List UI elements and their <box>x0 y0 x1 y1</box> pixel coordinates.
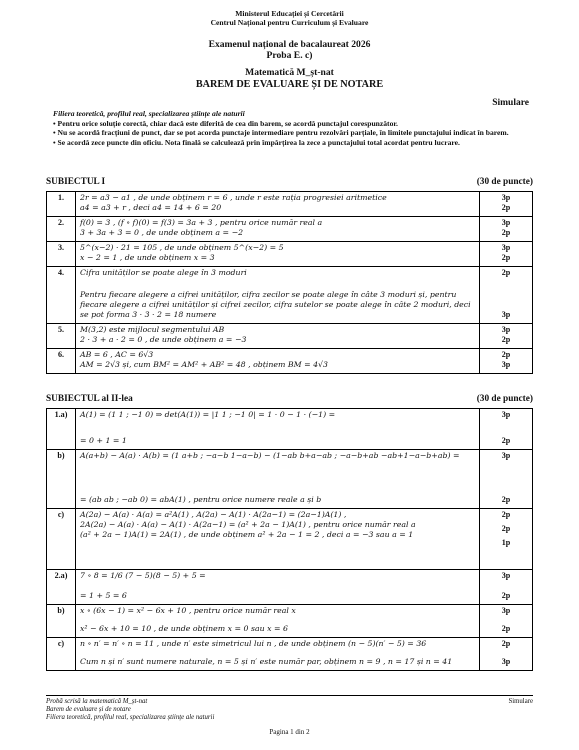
points-value: 3p <box>501 218 511 227</box>
solution-line: AB = 6 , AC = 6√3 <box>80 350 154 359</box>
grading-notes <box>53 109 529 147</box>
points-value: 3p <box>501 606 511 615</box>
points-value: 2p <box>501 268 511 277</box>
table-row <box>47 450 533 509</box>
solution-line: x² − 6x + 10 = 10 , de unde obținem x = 0 sau x = 6 <box>80 624 288 633</box>
exam-title: Examenul național de bacalaureat 2026 <box>208 39 371 50</box>
item-number: 4. <box>47 267 76 324</box>
solution-line: Pentru fiecare alegere a cifrei unităților, cifra zecilor se poate alege în câte 3 moduri și, pentru fiecare alegere a cifrei unităților și cifrei zecilor, cifra sutelor se poate alege în câte 2 moduri, deci se pot forma 3 · 3 · 2 = 18 numere <box>80 290 471 319</box>
item-number: 5. <box>47 324 76 349</box>
points-value: 2p <box>501 495 511 504</box>
center-name: Centrul Național pentru Curriculum și Evaluare <box>210 18 369 27</box>
page-number: Pagina 1 din 2 <box>269 728 310 736</box>
solution-cell <box>76 638 480 671</box>
solution-line: x − 2 = 1 , de unde obținem x = 3 <box>80 253 215 262</box>
solution-line: = (ab ab ; −ab 0) = abA(1) , pentru orice numere reale a și b <box>80 495 322 504</box>
solution-cell <box>76 605 480 638</box>
item-number: 2. <box>47 217 76 242</box>
points-value: 2p <box>501 624 511 633</box>
table-row <box>47 349 533 374</box>
solution-line: 2 · 3 + a · 2 = 0 , de unde obținem a = −3 <box>80 335 247 344</box>
section-2-heading <box>46 394 533 404</box>
solution-cell <box>76 324 480 349</box>
title-block <box>0 39 579 91</box>
ministry-name: Ministerul Educației și Cercetării <box>235 9 344 18</box>
points-value: 3p <box>501 657 511 666</box>
points-cell <box>480 509 533 570</box>
points-cell <box>480 242 533 267</box>
section-title: SUBIECTUL I <box>46 177 106 187</box>
item-number: 3. <box>47 242 76 267</box>
note-item: • Pentru orice soluție corectă, chiar dacă este diferită de cea din barem, se acordă punctajul corespunzător. <box>53 118 398 128</box>
table-row <box>47 217 533 242</box>
solution-line: f(0) = 3 , (f ∘ f)(0) = f(3) = 3a + 3 , pentru orice număr real a <box>80 218 323 227</box>
points-cell <box>480 217 533 242</box>
points-value: 2p <box>501 350 511 359</box>
solution-cell <box>76 409 480 450</box>
solution-line: 2r = a3 − a1 , de unde obținem r = 6 , unde r este rația progresiei aritmetice <box>80 193 387 202</box>
table-row <box>47 192 533 217</box>
table-row <box>47 267 533 324</box>
points-value: 2p <box>501 639 511 648</box>
proba-title: Proba E. c) <box>266 50 313 61</box>
section-points: (30 de puncte) <box>476 177 533 187</box>
points-value: 2p <box>501 524 511 533</box>
solution-line: 3 + 3a + 3 = 0 , de unde obținem a = −2 <box>80 228 244 237</box>
section-1-heading <box>46 177 533 187</box>
filiera-note: Filiera teoretică, profilul real, specializarea științe ale naturii <box>53 109 245 118</box>
item-number: 6. <box>47 349 76 374</box>
section-points: (30 de puncte) <box>476 394 533 404</box>
footer-line: Barem de evaluare și de notare <box>46 706 131 714</box>
points-value: 3p <box>501 451 511 460</box>
points-value: 3p <box>501 310 511 319</box>
simulare-label: Simulare <box>492 98 529 108</box>
solution-cell <box>76 509 480 570</box>
footer-line: Filiera teoretică, profilul real, specializarea științe ale naturii <box>46 714 215 722</box>
points-value: 2p <box>501 436 511 445</box>
solution-line: Cifra unităților se poate alege în 3 moduri <box>80 268 247 277</box>
solution-cell <box>76 192 480 217</box>
solution-cell <box>76 450 480 509</box>
item-number: b) <box>47 605 76 638</box>
subject-title: Matematică M_șt-nat <box>245 67 334 78</box>
barem-title: BAREM DE EVALUARE ȘI DE NOTARE <box>195 79 384 90</box>
table-row <box>47 570 533 605</box>
points-cell <box>480 638 533 671</box>
points-cell <box>480 267 533 324</box>
points-cell <box>480 349 533 374</box>
points-cell <box>480 324 533 349</box>
footer <box>46 695 533 723</box>
points-cell <box>480 570 533 605</box>
section-2-table <box>46 408 533 671</box>
solution-cell <box>76 267 480 324</box>
solution-line: 7 ∘ 8 = 1/6 (7 − 5)(8 − 5) + 5 = <box>80 571 206 580</box>
points-value: 2p <box>501 335 511 344</box>
points-value: 3p <box>501 243 511 252</box>
solution-line: AM = 2√3 și, cum BM² = AM² + AB² = 48 , obținem BM = 4√3 <box>80 360 328 369</box>
table-row <box>47 242 533 267</box>
points-value: 2p <box>501 203 511 212</box>
item-number: c) <box>47 509 76 570</box>
table-row <box>47 409 533 450</box>
points-cell <box>480 605 533 638</box>
item-number: 2.a) <box>47 570 76 605</box>
solution-line: a4 = a3 + r , deci a4 = 14 + 6 = 20 <box>80 203 222 212</box>
table-row <box>47 324 533 349</box>
points-value: 2p <box>501 228 511 237</box>
points-cell <box>480 409 533 450</box>
points-value: 3p <box>501 360 511 369</box>
solution-line: (a² + 2a − 1)A(1) = 2A(1) , de unde obținem a² + 2a − 1 = 2 , deci a = −3 sau a = 1 <box>80 530 414 539</box>
points-value: 3p <box>501 325 511 334</box>
solution-line: A(2a) − A(a) · A(a) = a²A(1) , A(2a) − A(1) · A(2a−1) = (2a−1)A(1) , <box>80 510 347 519</box>
solution-cell <box>76 349 480 374</box>
note-item: • Nu se acordă fracțiuni de punct, dar se pot acorda punctaje intermediare pentru rezolvări parțiale, în limitele punctajului indicat în barem. <box>53 128 509 138</box>
section-title: SUBIECTUL al II-lea <box>46 394 133 404</box>
points-value: 2p <box>501 253 511 262</box>
table-row <box>47 605 533 638</box>
table-row <box>47 638 533 671</box>
solution-line: A(a+b) − A(a) · A(b) = (1 a+b ; −a−b 1−a−b) − (1−ab b+a−ab ; −a−b+ab −ab+1−a−b+ab) = <box>80 451 460 460</box>
solution-line: n ∘ n′ = n′ ∘ n = 11 , unde n′ este simetricul lui n , de unde obținem (n − 5)(n′ − 5) = 36 <box>80 639 427 648</box>
points-value: 3p <box>501 193 511 202</box>
table-row <box>47 509 533 570</box>
institution-header <box>0 9 579 27</box>
points-value: 3p <box>501 410 511 419</box>
section-1-table <box>46 191 533 374</box>
solution-line: Cum n și n′ sunt numere naturale, n = 5 și n′ este număr par, obținem n = 9 , n = 17 și n = 41 <box>80 657 453 666</box>
points-value: 2p <box>501 510 511 519</box>
solution-line: = 1 + 5 = 6 <box>80 591 127 600</box>
footer-line: Probă scrisă la matematică M_șt-nat <box>46 698 148 705</box>
note-item: • Se acordă zece puncte din oficiu. Nota finală se calculează prin împărțirea la zece a punctajului total acordat pentru lucrare. <box>53 137 460 147</box>
item-number: 1.a) <box>47 409 76 450</box>
points-cell <box>480 192 533 217</box>
solution-line: x ∘ (6x − 1) = x² − 6x + 10 , pentru orice număr real x <box>80 606 296 615</box>
points-value: 3p <box>501 571 511 580</box>
solution-line: A(1) = (1 1 ; −1 0) ⇒ det(A(1)) = |1 1 ; −1 0| = 1 · 0 − 1 · (−1) = <box>80 410 336 419</box>
item-number: b) <box>47 450 76 509</box>
solution-line: M(3,2) este mijlocul segmentului AB <box>80 325 225 334</box>
solution-cell <box>76 217 480 242</box>
solution-cell <box>76 242 480 267</box>
points-value: 1p <box>501 538 511 547</box>
points-cell <box>480 450 533 509</box>
solution-line: 5^(x−2) · 21 = 105 , de unde obținem 5^(x−2) = 5 <box>80 243 284 252</box>
item-number: 1. <box>47 192 76 217</box>
item-number: c) <box>47 638 76 671</box>
footer-simulare: Simulare <box>508 698 533 705</box>
solution-cell <box>76 570 480 605</box>
points-value: 2p <box>501 591 511 600</box>
solution-line: = 0 + 1 = 1 <box>80 436 127 445</box>
solution-line: 2A(2a) − A(a) · A(a) − A(1) · A(2a−1) = (a² + 2a − 1)A(1) , pentru orice număr real a <box>80 520 416 529</box>
